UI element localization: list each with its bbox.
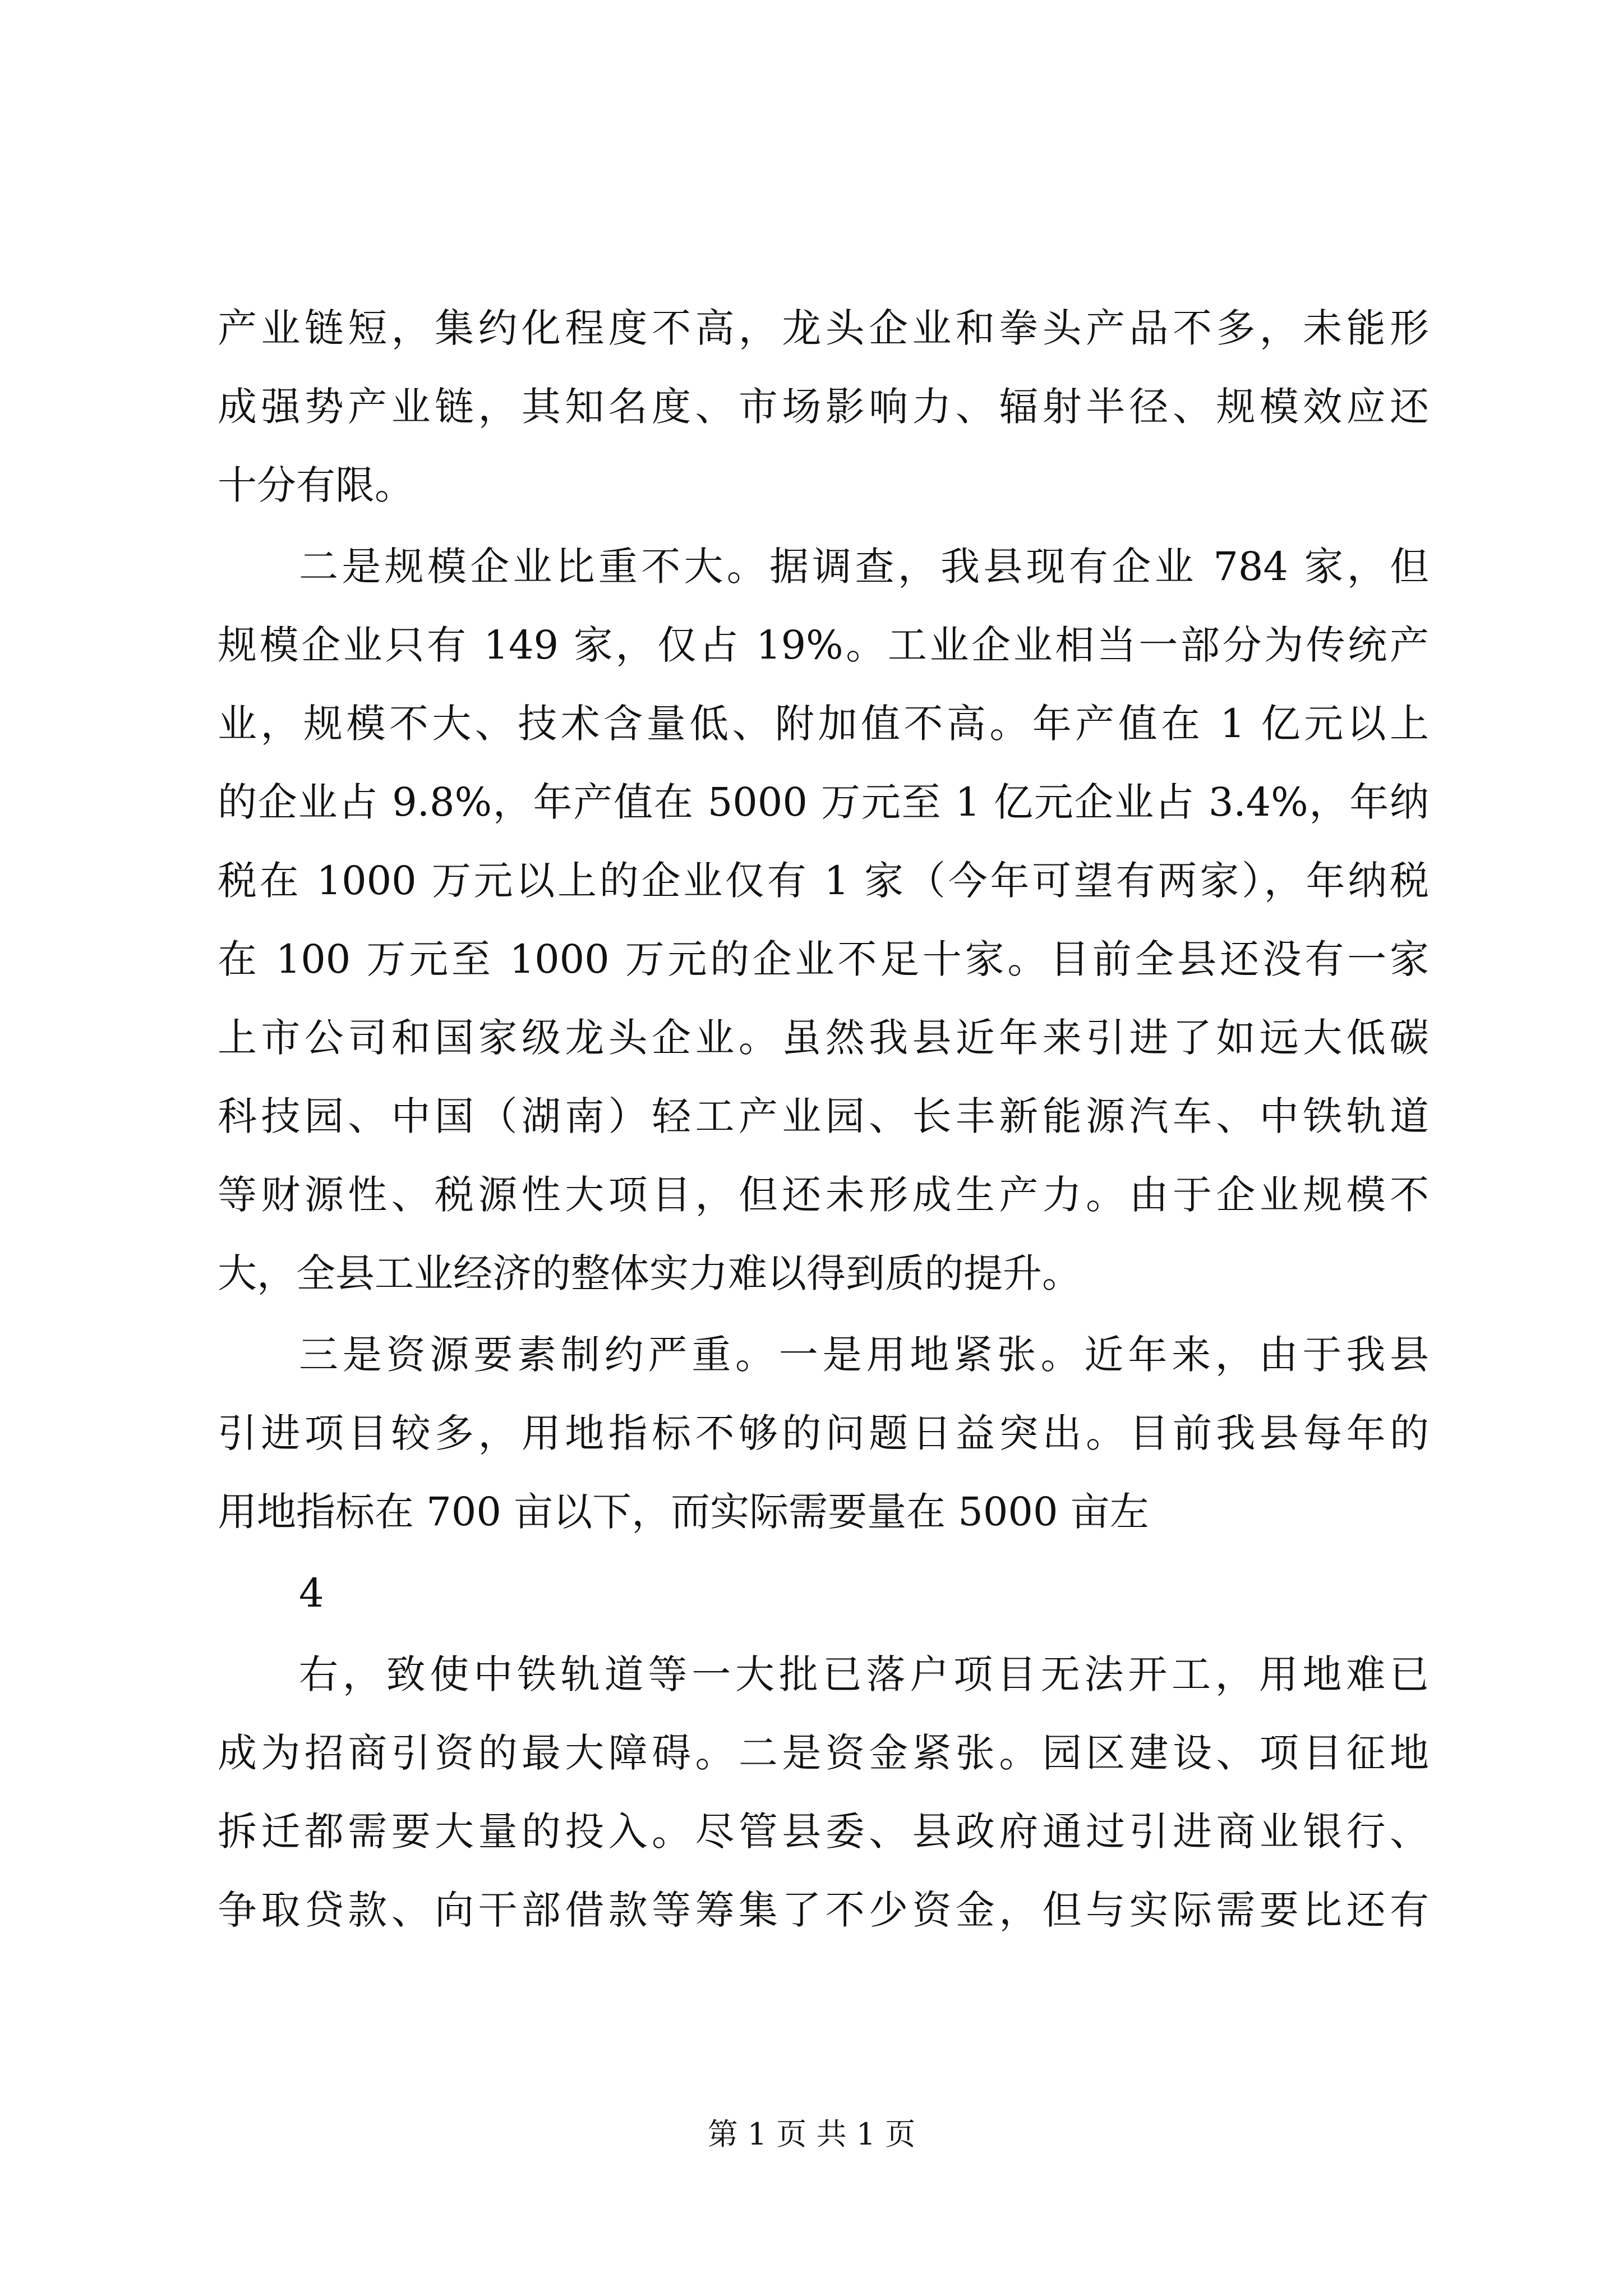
text-line: 的企业占 9.8%，年产值在 5000 万元至 1 亿元企业占 3.4%，年纳 (218, 779, 1429, 825)
page-footer: 第 1 页 共 1 页 (707, 2116, 916, 2152)
text-line: 规模企业只有 149 家，仅占 19%。工业企业相当一部分为传统产 (218, 622, 1429, 668)
paragraph-first-line: 二是规模企业比重不大。据调查，我县现有企业 784 家，但 (299, 544, 1429, 590)
text-line: 等财源性、税源性大项目，但还未形成生产力。由于企业规模不 (218, 1172, 1429, 1218)
text-line: 引进项目较多，用地指标不够的问题日益突出。目前我县每年的 (218, 1410, 1429, 1456)
text-line: 业，规模不大、技术含量低、附加值不高。年产值在 1 亿元以上 (218, 701, 1429, 747)
text-line: 科技园、中国（湖南）轻工产业园、长丰新能源汽车、中铁轨道 (218, 1093, 1429, 1139)
paragraph-first-line: 右，致使中铁轨道等一大批已落户项目无法开工，用地难已 (299, 1651, 1429, 1697)
paragraph-first-line: 三是资源要素制约严重。一是用地紧张。近年来，由于我县 (299, 1332, 1429, 1378)
document-body (218, 289, 1429, 1949)
text-line: 产业链短，集约化程度不高，龙头企业和拳头产品不多，未能形 (218, 305, 1429, 351)
stray-number-line: 4 (299, 1570, 324, 1616)
text-line: 成强势产业链，其知名度、市场影响力、辐射半径、规模效应还 (218, 384, 1429, 430)
text-line: 税在 1000 万元以上的企业仅有 1 家（今年可望有两家），年纳税 (218, 858, 1429, 904)
text-line: 成为招商引资的最大障碍。二是资金紧张。园区建设、项目征地 (218, 1730, 1429, 1776)
text-line: 争取贷款、向干部借款等筹集了不少资金，但与实际需要比还有 (218, 1887, 1429, 1933)
text-line: 上市公司和国家级龙头企业。虽然我县近年来引进了如远大低碳 (218, 1015, 1429, 1061)
text-line: 拆迁都需要大量的投入。尽管县委、县政府通过引进商业银行、 (218, 1809, 1429, 1855)
text-line: 大，全县工业经济的整体实力难以得到质的提升。 (218, 1250, 1081, 1296)
text-line: 十分有限。 (218, 462, 414, 508)
text-line: 在 100 万元至 1000 万元的企业不足十家。目前全县还没有一家 (218, 936, 1429, 982)
text-line: 用地指标在 700 亩以下，而实际需要量在 5000 亩左 (218, 1489, 1149, 1535)
